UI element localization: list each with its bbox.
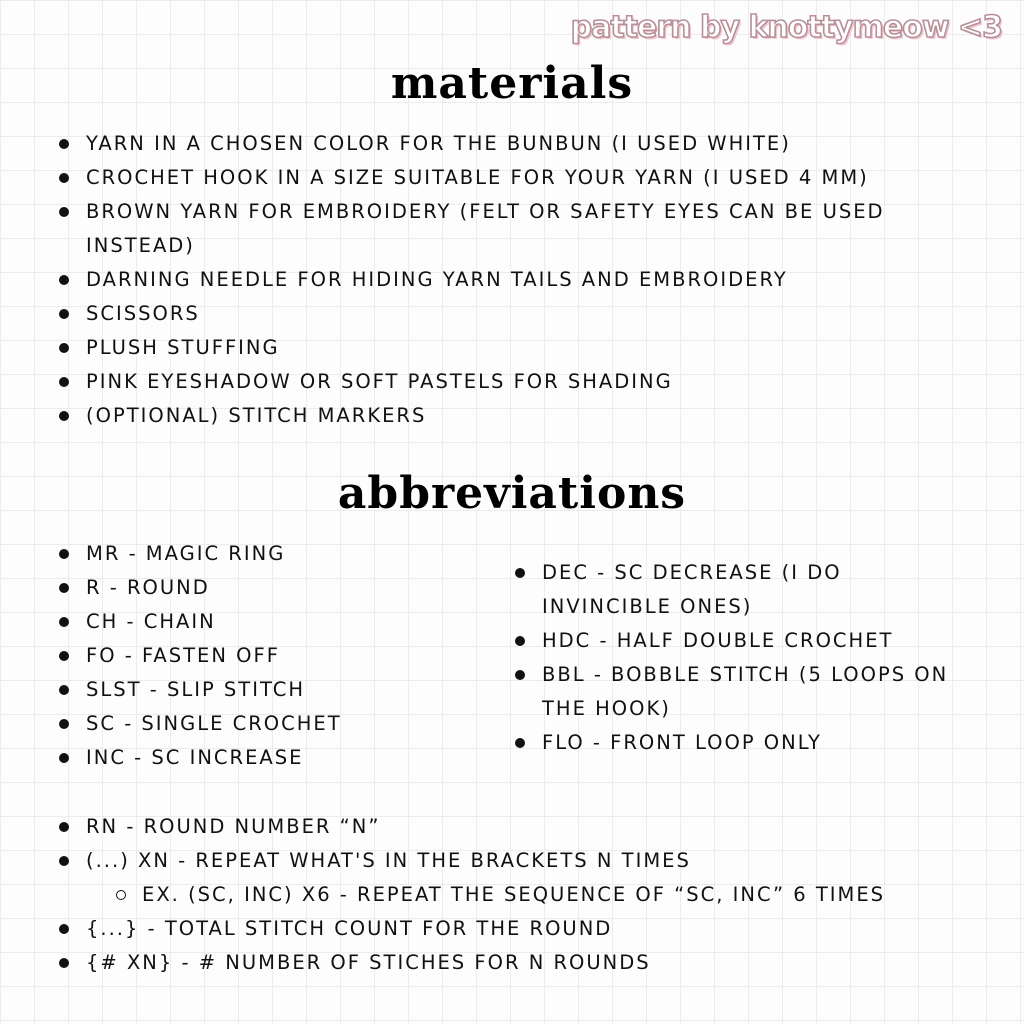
materials-list — [58, 127, 958, 433]
list-item: DEC - SC DECREASE (I DO INVINCIBLE ONES) — [514, 556, 954, 624]
list-item: YARN IN A CHOSEN COLOR FOR THE BUNBUN (I USED WHITE) — [58, 127, 958, 161]
list-item: PINK EYESHADOW OR SOFT PASTELS FOR SHADING — [58, 365, 958, 399]
list-item: CROCHET HOOK IN A SIZE SUITABLE FOR YOUR YARN (I USED 4 MM) — [58, 161, 958, 195]
abbreviations-list-right — [514, 556, 954, 760]
abbreviations-list-left — [58, 537, 478, 775]
sub-list-item: EX. (SC, INC) X6 - REPEAT THE SEQUENCE OF “SC, INC” 6 TIMES — [58, 878, 978, 912]
list-item: {...} - TOTAL STITCH COUNT FOR THE ROUND — [58, 912, 978, 946]
list-item: MR - MAGIC RING — [58, 537, 478, 571]
notation-list — [58, 810, 978, 980]
list-item: BBL - BOBBLE STITCH (5 LOOPS ON THE HOOK) — [514, 658, 954, 726]
pattern-credit: pattern by knottymeow <3 — [570, 10, 1002, 45]
list-item: R - ROUND — [58, 571, 478, 605]
list-item: FO - FASTEN OFF — [58, 639, 478, 673]
list-item: HDC - HALF DOUBLE CROCHET — [514, 624, 954, 658]
list-item: FLO - FRONT LOOP ONLY — [514, 726, 954, 760]
list-item: SLST - SLIP STITCH — [58, 673, 478, 707]
materials-heading: materials — [390, 58, 634, 109]
list-item: {# XN} - # NUMBER OF STICHES FOR N ROUNDS — [58, 946, 978, 980]
list-item: CH - CHAIN — [58, 605, 478, 639]
list-item: SCISSORS — [58, 297, 958, 331]
list-item: RN - ROUND NUMBER “N” — [58, 810, 978, 844]
list-item: BROWN YARN FOR EMBROIDERY (FELT OR SAFETY EYES CAN BE USED INSTEAD) — [58, 195, 958, 263]
list-item: DARNING NEEDLE FOR HIDING YARN TAILS AND EMBROIDERY — [58, 263, 958, 297]
list-item: (...) XN - REPEAT WHAT'S IN THE BRACKETS N TIMES — [58, 844, 978, 878]
list-item: SC - SINGLE CROCHET — [58, 707, 478, 741]
list-item: (OPTIONAL) STITCH MARKERS — [58, 399, 958, 433]
list-item: PLUSH STUFFING — [58, 331, 958, 365]
abbreviations-heading: abbreviations — [337, 468, 687, 519]
list-item: INC - SC INCREASE — [58, 741, 478, 775]
